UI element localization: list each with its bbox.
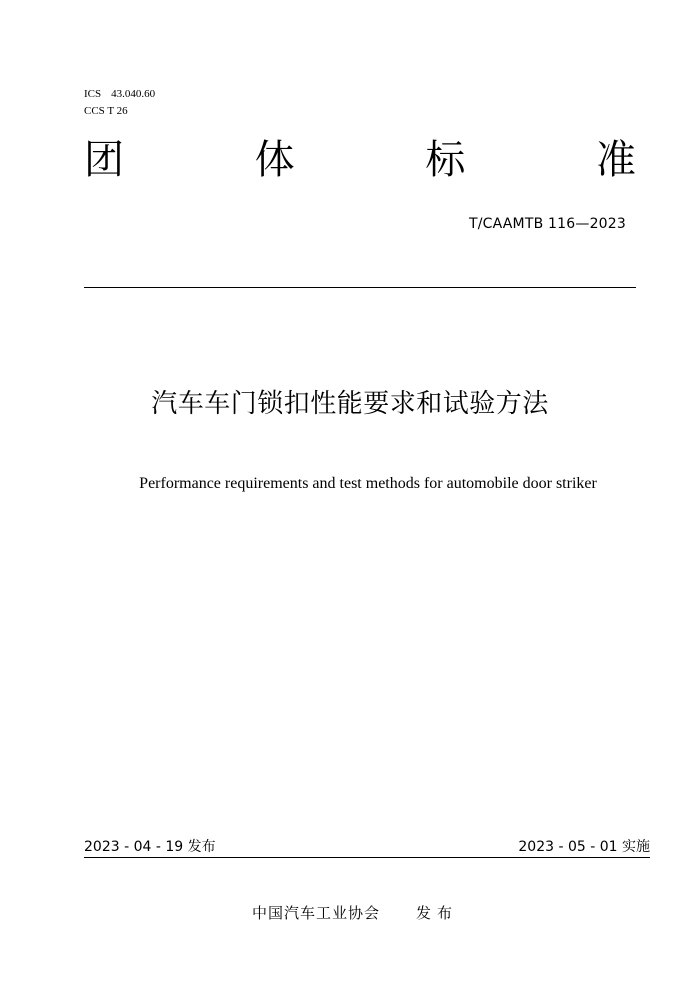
document-type-heading xyxy=(84,134,636,186)
ics-row xyxy=(84,86,155,103)
document-type-char-1: 团 xyxy=(84,137,124,183)
dates-row xyxy=(84,836,650,858)
english-title: Performance requirements and test methods for automobile door striker xyxy=(139,475,597,492)
publisher-line xyxy=(252,902,458,924)
chinese-title: 汽车车门锁扣性能要求和试验方法 xyxy=(151,389,549,419)
ics-code: 43.040.60 xyxy=(111,88,156,100)
top-divider xyxy=(84,287,636,288)
ccs-code: CCS T 26 xyxy=(84,105,128,117)
implementation-date: 2023 - 05 - 01 实施 xyxy=(518,839,650,855)
publish-action: 发布 xyxy=(416,904,459,922)
publisher-organization: 中国汽车工业协会 xyxy=(252,904,381,922)
standard-number: T/CAAMTB 116—2023 xyxy=(468,216,626,232)
classification-codes xyxy=(84,86,155,120)
document-type-char-3: 标 xyxy=(425,137,466,183)
issue-date: 2023 - 04 - 19 发布 xyxy=(84,839,216,855)
ics-label: ICS xyxy=(84,88,102,100)
document-type-char-2: 体 xyxy=(254,137,295,183)
bottom-divider xyxy=(84,857,650,858)
document-type-char-4: 准 xyxy=(595,137,636,183)
